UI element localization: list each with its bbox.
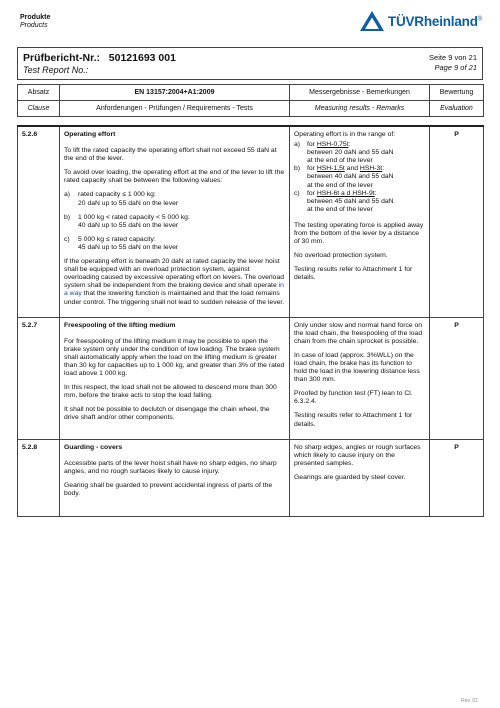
tuv-logo (359, 10, 482, 32)
requirement-text: To avoid over loading, the operating effort at the end of the lever to lift the rated capacity shall be between the following values: (64, 169, 285, 185)
requirement-text: If the operating effort is beneath 20 daN at rated capacity the lever hoist shall be equipped with an overload protection system, against overloading caused by excessive operating effort on levers. The overload system shall be independent from the braking device and shall operate in a way that the lowering function is maintained and that the load remains under control. The triggering shall not lead to sudden release of the lever. (64, 258, 285, 306)
result-text: Only under slow and normal hand force on the load chain, the freespooling of the load chain from the chain sprocket is possible. (294, 321, 423, 345)
brand-name: TÜVRheinland® (387, 13, 482, 29)
col-clause: Clause (18, 101, 60, 117)
evaluation-pass: P (430, 439, 484, 516)
col-eval-en: Evaluation (430, 101, 484, 117)
section-title: Freespooling of the lifting medium (64, 321, 176, 329)
result-text: Testing results refer to Attachment 1 for details. (294, 266, 413, 282)
result-text: Proofed by function test (FT) lean to Cl. 6.3.2.4. (294, 390, 413, 406)
report-label-en: Test Report No.: (23, 65, 89, 75)
list-item: a) rated capacity ≤ 1 000 kg: 20 daN up to 55 daN on the lever (64, 191, 179, 207)
report-title: Prüfbericht-Nr.: 50121693 001 (23, 52, 176, 64)
requirement-text: In this respect, the load shall not be allowed to descend more than 300 mm, before the brake acts to stop the load falling. (64, 384, 277, 400)
table-row (18, 317, 484, 439)
result-cell: Operating effort is in the range of: a) for HSH-0,75t: between 20 daN and 55 daN at the end of the lever b) for HSH-1,5t and HSH-3t: between 40 daN and 55 daN at the end of the lever c) for HSH-6t a d HSH-9t: between 45 daN and 55 daN at the end of the lever The testing operating force is applied away from the bottom of the lever by a distance of 30 mm. No overload protection system. Testing results refer to Attachment 1 for details. (290, 126, 430, 317)
col-absatz: Absatz (18, 85, 60, 101)
report-number: 50121693 001 (108, 52, 176, 64)
section-title: Guarding - covers (64, 443, 123, 451)
column-header-table (17, 84, 484, 117)
requirement-cell (60, 439, 290, 516)
result-item: a) for HSH-0,75t: between 20 daN and 55 daN at the end of the lever (294, 141, 394, 165)
result-text: Gearings are guarded by steel cover. (294, 473, 406, 481)
requirement-text: For freespooling of the lifting medium it may be possible to open the brake system only under the condition of low loading. The brake system shall automatically apply when the load on the lifting medium is greater than 30 kg for capacities up to 1 000 kg, and greater than 3% of the rated load above 1 000 kg. (64, 337, 285, 378)
clause-number: 5.2.7 (18, 317, 60, 439)
requirement-cell (60, 317, 290, 439)
list-item: b) 1 000 kg < rated capacity < 5 000 kg: 40 daN up to 55 daN on the lever (64, 213, 190, 229)
col-eval-de: Bewertung (430, 85, 484, 101)
requirement-text: To lift the rated capacity the operating effort shall not exceed 55 daN at the end of the lever. (64, 147, 277, 163)
section-title: Operating effort (64, 131, 116, 138)
table-row (18, 126, 484, 317)
requirement-text: Gearing shall be guarded to prevent accidental ingress of parts of the body. (64, 481, 273, 497)
clause-number: 5.2.6 (18, 126, 60, 317)
clause-number: 5.2.8 (18, 439, 60, 516)
category-en: Products (20, 22, 48, 29)
requirement-text: Accessible parts of the lever hoist shall have no sharp edges, no sharp angles, and no rough surfaces likely to cause injury. (64, 459, 277, 475)
result-text: In case of load (approx. 3%WLL) on the load chain, the brake has its function to hold the load in the lowering distance less than 300 mm. (294, 351, 420, 384)
col-requirements: Anforderungen - Prüfungen / Requirements - Tests (60, 101, 290, 117)
requirement-text: It shall not be possible to declutch or disengage the chain wheel, the drive shaft and/or other components. (64, 406, 270, 422)
result-text: The testing operating force is applied away from the bottom of the lever by a distance of 30 mm. (294, 221, 424, 246)
result-item: c) for HSH-6t a d HSH-9t: between 45 daN and 55 daN at the end of the lever (294, 189, 394, 213)
result-text: No overload protection system. (294, 252, 388, 260)
evaluation-pass: P (430, 317, 484, 439)
page-indicator: Seite 9 von 21 Page 9 of 21 (429, 53, 477, 72)
col-standard: EN 13157:2004+A1:2009 (60, 85, 290, 101)
evaluation-pass: P (430, 126, 484, 317)
category-label (20, 14, 50, 30)
col-results-en: Measuring results - Remarks (290, 101, 430, 117)
report-number-bar (17, 47, 483, 80)
requirements-table (17, 125, 484, 517)
triangle-logo-icon (359, 10, 385, 32)
result-text: Testing results refer to Attachment 1 for details. (294, 412, 413, 428)
result-item: b) for HSH-1,5t and HSH-3t: between 40 daN and 55 daN at the end of the lever (294, 165, 394, 189)
requirement-cell (60, 126, 290, 317)
in-a-way-link[interactable]: in a way (64, 282, 284, 298)
result-cell (290, 317, 430, 439)
result-text: No sharp edges, angles or rough surfaces which likely to cause injury on the presented samples. (294, 443, 421, 467)
category-de: Produkte (20, 14, 51, 21)
table-row (18, 439, 484, 516)
list-item: c) 5 000 kg ≤ rated capacity: 45 daN up to 55 daN on the lever (64, 235, 179, 251)
col-results-de: Messergebnisse - Bemerkungen (290, 85, 430, 101)
revision-label: Rev. 01 (461, 698, 478, 704)
result-cell (290, 439, 430, 516)
